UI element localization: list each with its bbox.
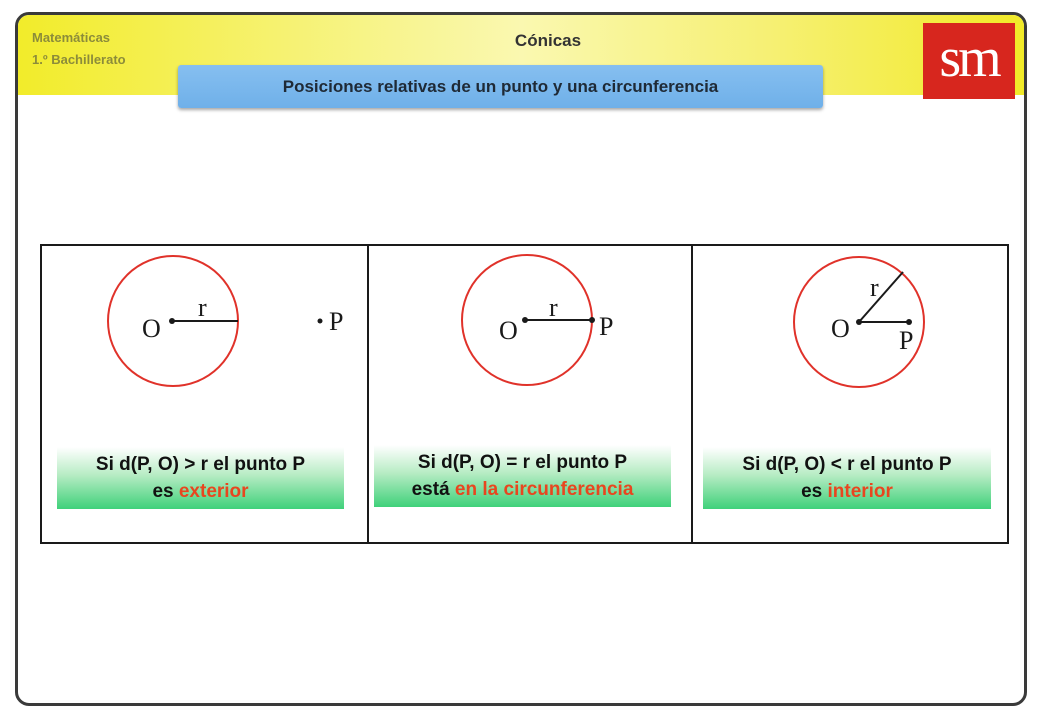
title-bar [178, 65, 823, 108]
caption-condition: Si d(P, O) < r el punto P [742, 454, 952, 475]
point-label: P [899, 326, 914, 355]
center-label: O [831, 314, 850, 343]
caption-result [374, 476, 671, 503]
point-p [589, 317, 595, 323]
center-point [856, 319, 862, 325]
caption-interior [703, 447, 991, 509]
panel-on-circle [369, 246, 691, 542]
center-label: O [499, 316, 518, 345]
caption-highlight: exterior [178, 481, 249, 502]
caption-condition: Si d(P, O) = r el punto P [417, 452, 628, 473]
caption-highlight: interior [827, 481, 893, 502]
radius-label: r [198, 293, 207, 322]
point-p [906, 319, 912, 325]
point-label: P [599, 312, 614, 341]
radius-label: r [549, 293, 558, 322]
topic-title: Cónicas [514, 31, 582, 50]
radius-segment [859, 272, 903, 322]
caption-highlight: en la circunferencia [454, 479, 634, 500]
course-level: 1.º Bachillerato [32, 52, 126, 67]
caption-condition: Si d(P, O) > r el punto P [95, 454, 306, 475]
point-label: P [329, 307, 344, 336]
caption-prefix: está [411, 479, 455, 500]
caption-prefix: es [801, 481, 828, 502]
caption-prefix: es [152, 481, 179, 502]
publisher-logo: sm [923, 23, 1015, 99]
diagram-table [40, 244, 1009, 544]
slide-title: Posiciones relativas de un punto y una circunferencia [282, 77, 719, 96]
panel-interior [693, 246, 1007, 542]
caption-result [703, 478, 991, 505]
radius-label: r [870, 273, 879, 302]
point-p [318, 319, 323, 324]
caption-exterior [57, 447, 344, 509]
panel-exterior [42, 246, 367, 542]
center-point [522, 317, 528, 323]
caption-result [57, 478, 344, 505]
center-point [169, 318, 175, 324]
caption-on-circle [374, 445, 671, 507]
center-label: O [142, 314, 161, 343]
subject-name: Matemáticas [32, 30, 111, 45]
subject-info [32, 27, 126, 71]
